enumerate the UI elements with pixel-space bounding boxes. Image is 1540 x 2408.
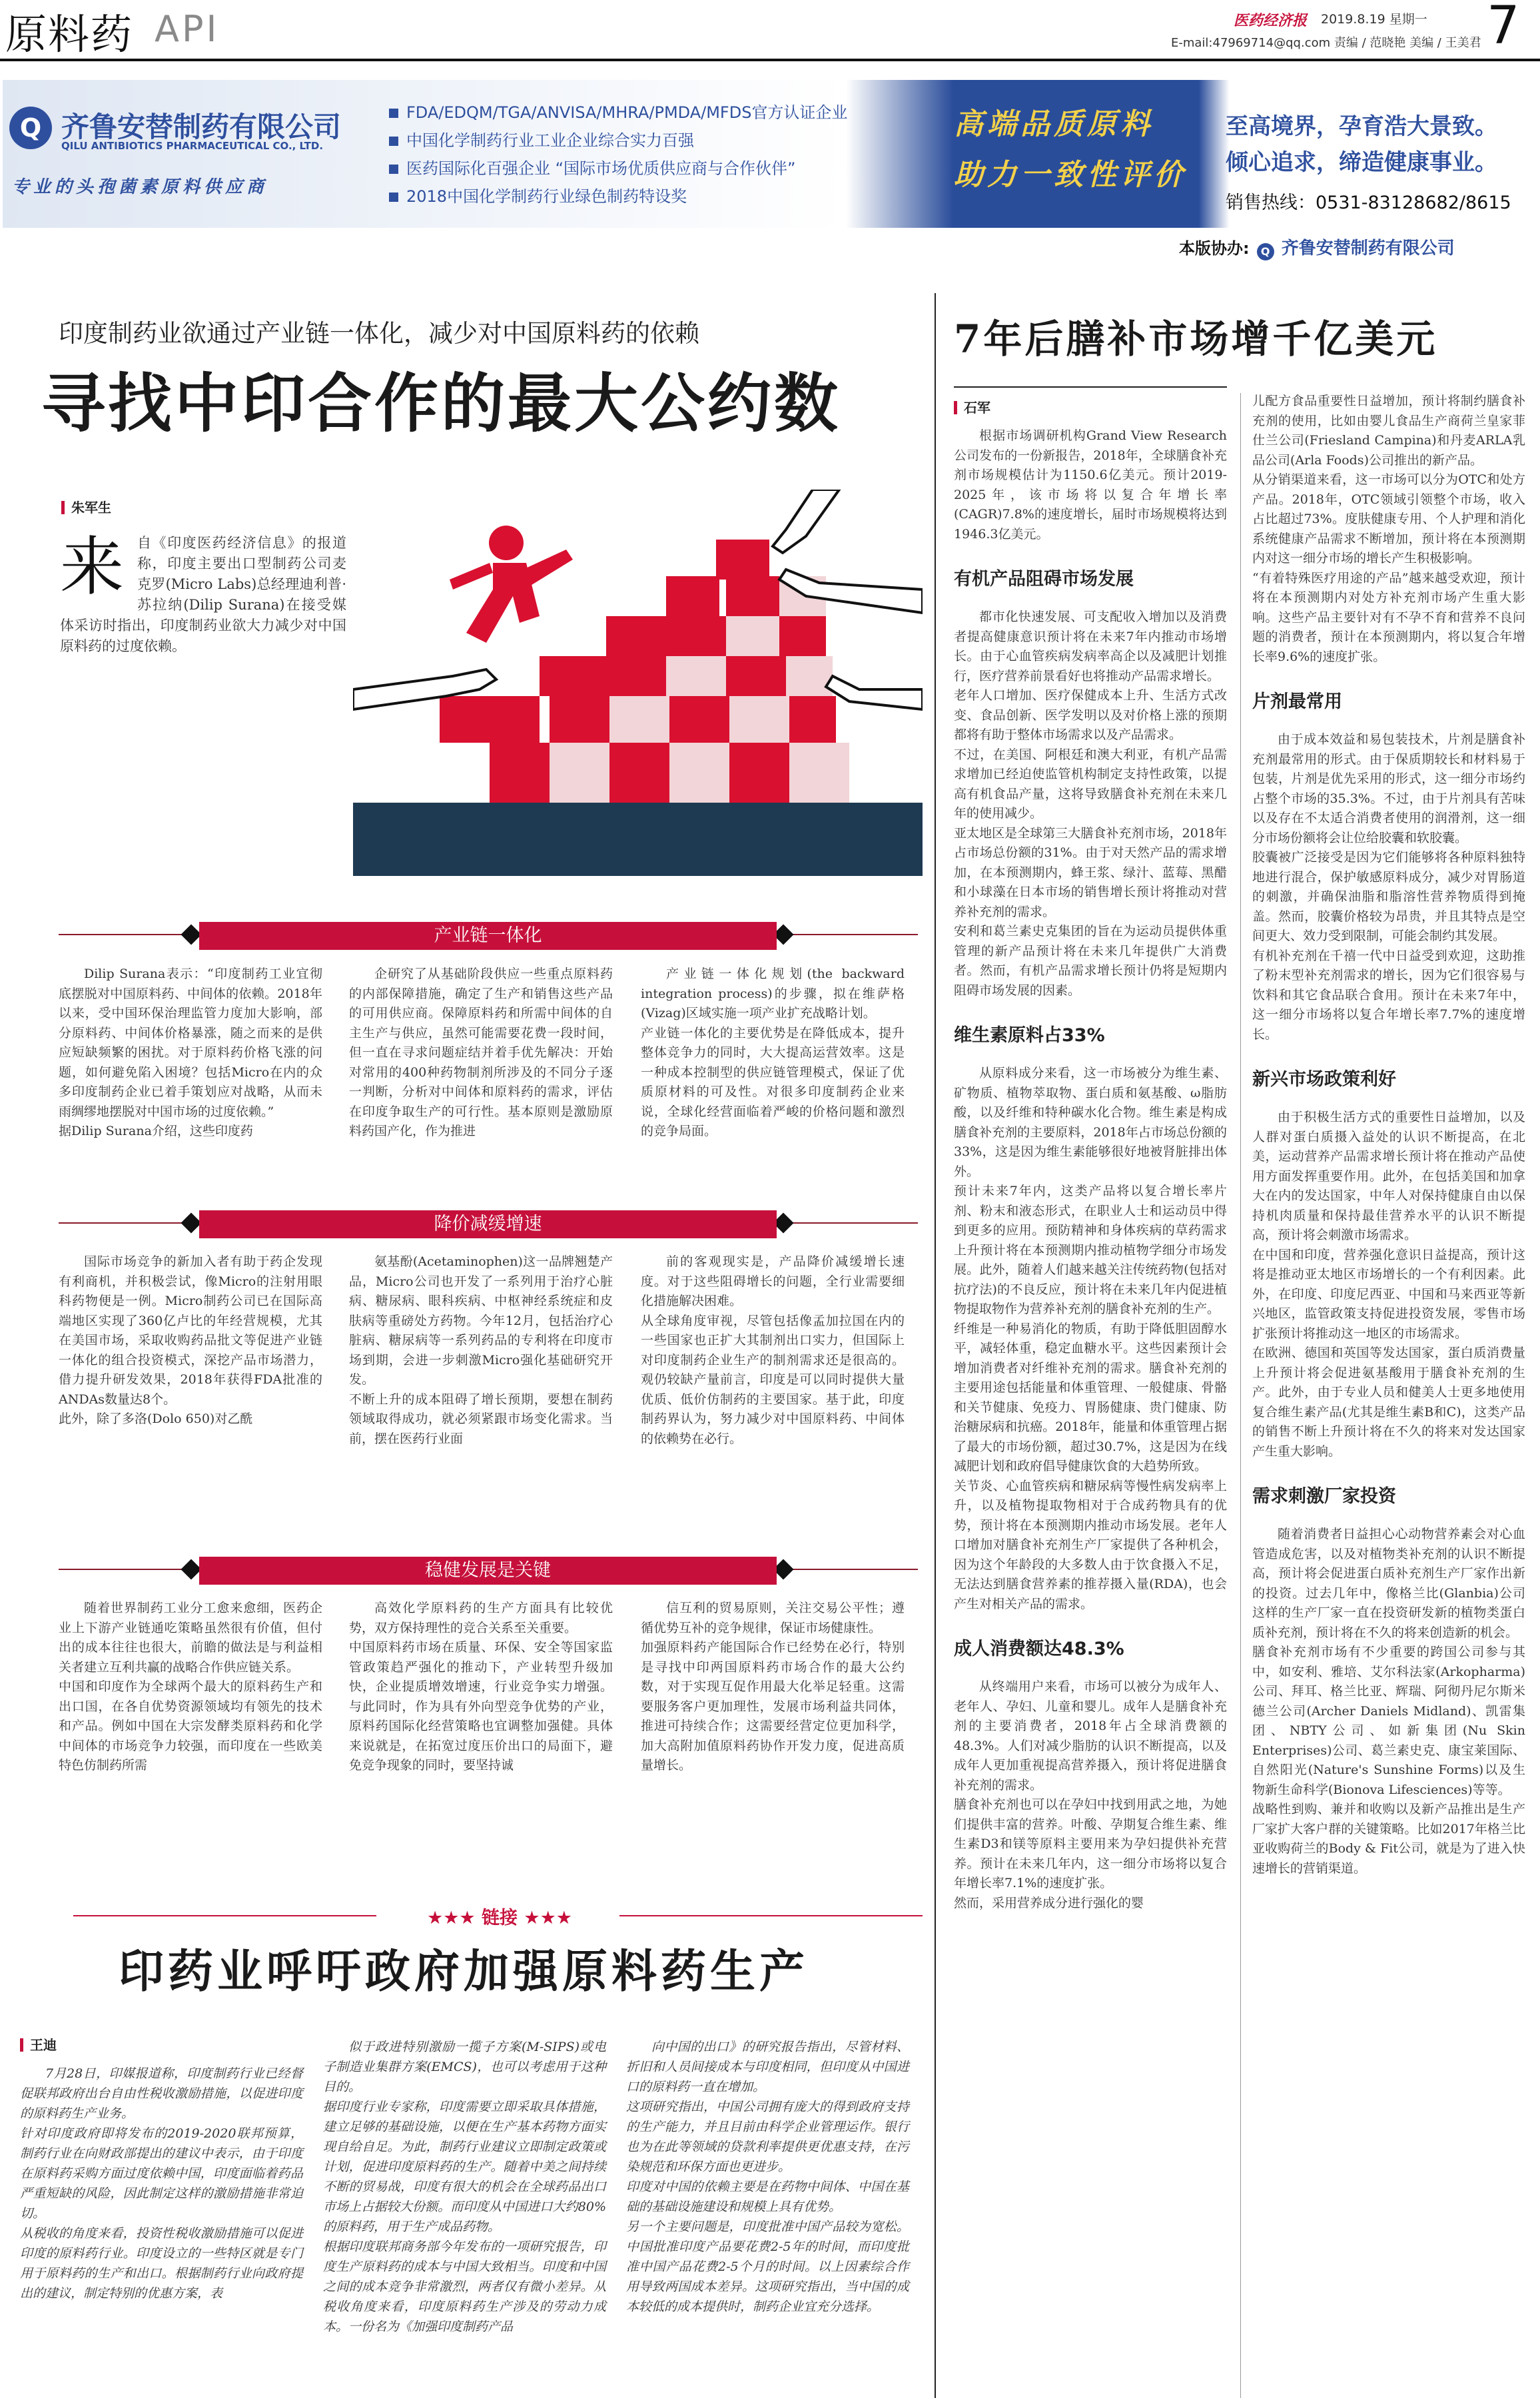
right-body-3: 从终端用户来看，市场可以被分为成年人、老年人、孕妇、儿童和婴儿。成年人是膳食补充剂的主要消费者，2018年占全球消费额的48.3%。人们对减少脂肪的认识不断提高，以及成年人更加重视提高营养摄入，预计将促进膳食补充剂的需求。 膳食补充剂也可以在孕妇中找到用武之地，为她们提供丰富的营养。叶酸、孕期复合维生素、维生素D3和镁等原料主要用来为孕妇提供补充营养。预计在未来几年内，这一细分市场将以复合年增长率7.1%的速度扩张。 然而，采用营养成分进行强化的婴 [954,1679,1227,1910]
company-slogan: 专业的头孢菌素原料供应商 [12,177,268,197]
section-1-col-1: Dilip Surana表示：“印度制药工业宜彻底摆脱对中国原料药、中间体的依赖。2018年以来，受中国环保治理监管力度加大影响，部分原料药、中间体价格暴涨，随之而来的是供应短缺频繁的困扰。对于原料药价格飞涨的问题，如何避免陷入困境？包括Micro在内的众多印度制药企业已着手策划应对战略，从而未雨绸缪地摆脱对中国市场的过度依赖。” 据Dilip Surana介绍，这些印度药 [59,967,322,1138]
main-lead: 自《印度医药经济信息》的报道称，印度主要出口型制药公司麦克罗(Micro Labs)总经理迪利普·苏拉纳(Dilip Surana)在接受媒体采访时指出，印度制药业欲大力减少对中国原料药的过度依赖。 [60,535,346,654]
ad-motto-1: 至高境界，孕育浩大景致。 [1226,113,1497,140]
newspaper-logo: 医药经济报 [1234,12,1308,29]
link-tag: ★★★ 链接 ★★★ [426,1908,573,1928]
ad-banner [3,80,1536,228]
section-title-1: 产业链一体化 [199,922,777,950]
section-title-en: API [155,8,220,50]
main-illustration [353,490,923,876]
right-headline-rule [954,386,1227,388]
link-headline: 印药业呼吁政府加强原料药生产 [119,1945,809,1998]
section-3-col-3: 信互利的贸易原则，关注交易公平性；遵循优势互补的竞争规律，保证市场健康性。 加强原料药产能国际合作已经势在必行，特别是寻找中印两国原料药市场合作的最大公约数，对于实现互促作用最大化举足轻重。这需要服务客户更加理性，发展市场利益共同体，推进可持续合作；这需要经营定位更加科学，加大高附加值原料药协作开发力度，促进高质量增长。 [641,1601,905,1773]
main-author: 朱军生 [61,497,111,516]
section-3-col-1: 随着世界制药工业分工愈来愈细，医药企业上下游产业链通吃策略虽然很有价值，但付出的成本往往也很大，前瞻的做法是与利益相关者建立互利共赢的战略合作供应链关系。 中国和印度作为全球两个最大的原料药生产和出口国，在各自优势资源领域均有领先的技术和产品。例如中国在大宗发酵类原料药和化学中间体的市场竞争力较强，而印度在一些欧美特色仿制药所需 [59,1601,322,1773]
partner-label: 本版协办: [1179,239,1250,258]
editor-credits: E-mail:47969714@qq.com 责编 / 范晓艳 美编 / 王美君 [1171,36,1481,50]
right-headline: 7年后膳补市场增千亿美元 [954,316,1438,362]
section-divider-1 [59,922,918,949]
certification-item: 2018中国化学制药行业绿色制药特设奖 [389,183,935,210]
section-2-col-1: 国际市场竞争的新加入者有助于药企发现有利商机，并积极尝试，像Micro的注射用眼科药物便是一例。Micro制药公司已在国际高端地区实现了360亿卢比的年经营规模，尤其在美国市场，采取收购药品批文等促进产业链一体化的组合投资模式，深挖产品市场潜力，借力提升研发效果，2018年获得FDA批准的ANDAs数量达8个。 此外，除了多洛(Dolo 650)对乙酰 [59,1254,322,1426]
right-col-1 [954,426,1227,1913]
section-3-col-2: 高效化学原料药的生产方面具有比较优势，双方保持理性的竞合关系至关重要。 中国原料药市场在质量、环保、安全等国家监管政策趋严强化的推动下，产业转型升级加快，企业提质增效增速，行业竞争实力增强。与此同时，作为具有外向型竞争优势的产业，原料药国际化经营策略也宜调整加强健。具体来说就是，在拓宽过度压价出口的局面下，避免竞争现象的同时，要坚持诚 [349,1601,613,1773]
company-name-en: QILU ANTIBIOTICS PHARMACEUTICAL CO., LTD. [61,140,324,152]
section-title-2: 降价减缓增速 [199,1210,777,1238]
partner-logo-icon: Q [1257,243,1274,260]
section-2-col-3: 前的客观现实是，产品降价减缓增长速度。对于这些阻碍增长的问题，全行业需要细化措施解决困难。 从全球角度审视，尽管包括像孟加拉国在内的一些国家也正扩大其制剂出口实力，但国际上对印度制药企业生产的制剂需求还是很高的。观仍较缺产量前言，印度是可以同时提供大量优质、低价仿制药的主要国家。基于此，印度制药界认为，努力减少对中国原料药、中间体的依赖势在必行。 [641,1254,905,1446]
link-col-2: 似于政进特别激励一揽子方案(M-SIPS)或电子制造业集群方案(EMCS)，也可以考虑用于这种目的。 据印度行业专家称，印度需要立即采取具体措施，建立足够的基础设施，以便在生产基本药物方面实现自给自足。为此，制药行业建议立即制定政策或计划，促进印度原料药的生产。随着中美之间持续不断的贸易战，印度有很大的机会在全球药品出口市场上占据较大份额。而印度从中国进口大约80%的原料药，用于生产成品药物。 根据印度联邦商务部今年发布的一项研究报告，印度生产原料药的成本与中国大致相当。印度和中国之间的成本竞争非常激烈，两者仅有微小差异。从税收角度来看，印度原料药生产涉及的劳动力成本。一份名为《加强印度制药产品 [323,2040,606,2334]
right-col-2 [1252,392,1525,1878]
link-col-1: 7月28日，印媒报道称，印度制药行业已经督促联邦政府出台自由性税收激励措施，以促进印度的原料药生产业务。 针对印度政府即将发布的2019-2020联邦预算，制药行业在向财政部提出的建议中表示，由于印度在原料药采购方面过度依赖中国，印度面临着药品严重短缺的风险，因此制定这样的激励措施非常迫切。 从税收的角度来看，投资性税收激励措施可以促进印度的原料药行业。印度设立的一些特区就是专门用于原料药的生产和出口。根据制药行业向政府提出的建议，制定特别的优惠方案，表 [20,2066,303,2301]
certification-list [389,99,935,210]
right-body-6: 随着消费者日益担心心动物营养素会对心血管造成危害，以及对植物类补充剂的认识不断提高，预计将会促进蛋白质补充剂生产厂家作出新的投资。过去几年中，像格兰比(Glanbia)公司这样的生产厂家一直在投资研发新的植物类蛋白质补充剂，预计将在不久的将来创造新的机会。 膳食补充剂市场有不少重要的跨国公司参与其中，如安利、雅培、艾尔科法家(Arkopharma)公司、拜耳、格兰比亚、辉瑞、阿彻丹尼尔斯米德兰公司(Archer Daniels Midland)、凯雷集团、NBTY公司、如新集团(Nu Skin Enterprises)公司、葛兰素史克、康宝莱国际、自然阳光(Nature's Sunshine Forms)以及生物新生命科学(Bionova Lifesciences)等等。 战略性到购、兼并和收购以及新产品推出是生产厂家扩大客户群的关键策略。比如2017年格兰比亚收购荷兰的Body & Fit公司，就是为了进入快速增长的营销渠道。 [1252,1527,1525,1876]
issue-date: 2019.8.19 星期一 [1321,12,1427,27]
partner-name: 齐鲁安替制药有限公司 [1281,238,1455,258]
company-name-cn: 齐鲁安替制药有限公司 [61,111,342,143]
section-1-col-2: 企研究了从基础阶段供应一些重点原料药的内部保障措施，确定了生产和销售这些产品的可用供应商。保障原料药和所需中间体的自主生产与供应，虽然可能需要花费一段时间，但一直在寻求问题症结并着手优先解决：开始对常用的400种药物制剂所涉及的不同分子逐一判断，分析对中间体和原料药的需求，评估在印度争取生产的可行性。基本原则是激励原料药国产化，作为推进 [349,967,613,1138]
ad-calligraphy-1: 高端品质原料 [954,107,1154,141]
section-1-col-3: 产业链一体化规划(the backward integration process)的步骤，拟在维萨格(Vizag)区域实施一项产业扩充战略计划。 产业链一体化的主要优势是在降低成本，提升整体竞争力的同时，大大提高运营效率。这是一种成本控制型的供应链管理模式，保证了优质原材料的可及性。对很多印度制药企业来说，全球化经营面临着严峻的价格问题和激烈的竞争局面。 [641,967,905,1138]
section-divider-3 [59,1557,918,1583]
right-subhead-5: 新兴市场政策利好 [1252,1069,1396,1090]
main-dropcap: 来 [60,530,124,604]
main-kicker: 印度制药业欲通过产业链一体化，减少对中国原料药的依赖 [59,319,699,348]
right-body-2: 从原料成分来看，这一市场被分为维生素、矿物质、植物萃取物、蛋白质和氨基酸、ω脂肪酸，以及纤维和特种碳水化合物。维生素是构成膳食补充剂的主要原料，2018年占市场总份额的33%，这是因为维生素能够很好地被肾脏排出体外。 预计未来7年内，这类产品将以复合增长率片剂、粉末和液态形式，在职业人士和运动员中得到更多的应用。预防精神和身体疾病的草药需求上升预计将在本预测期内推动植物学细分市场发展。此外，随着人们越来越关注传统药物(包括对抗疗法)的不良反应，预计将在未来几年内促进植物提取物作为营养补充剂的膳食补充剂的生产。 纤维是一种易消化的物质，有助于降低胆固醇水平，减轻体重，稳定血糖水平。这些因素预计会增加消费者对纤维补充剂的需求。膳食补充剂的主要用途包括能量和体重管理、一般健康、骨骼和关节健康、免疫力、胃肠健康、贵门健康、防治糖尿病和抗癌。2018年，能量和体重管理占据了最大的市场份额，超过30.7%，这是因为在线减肥计划和政府倡导健康饮食的大趋势所致。 关节炎、心血管疾病和糖尿病等慢性病发病率上升，以及植物提取物相对于合成药物具有的优势，预计将在本预测期内推动市场发展。老年人口增加对膳食补充剂生产厂家提供了各种机会，因为这个年龄段的大多数人由于饮食摄入不足，无法达到膳食营养素的推荐摄入量(RDA)，也会产生对相关产品的需求。 [954,1066,1227,1611]
right-subhead-1: 有机产品阻碍市场发展 [954,569,1134,590]
certification-item: 中国化学制药行业工业企业综合实力百强 [389,127,935,155]
right-subhead-6: 需求刺激厂家投资 [1252,1486,1396,1507]
company-logo-icon: Q [9,107,52,149]
link-col-3: 向中国的出口》的研究报告指出，尽管材料、折旧和人员间接成本与印度相同，但印度从中国进口的原料药一直在增加。 这项研究指出，中国公司拥有庞大的得到政府支持的生产能力，并且目前由科学企业管理运作。银行也为在此等领域的贷款利率提供更优惠支持，在污染规范和环保方面也更进步。 印度对中国的依赖主要是在药物中间体、中国在基础的基础设施建设和规模上具有优势。 另一个主要问题是，印度批准中国产品较为宽松。中国批准印度产品要花费2-5年的时间，而印度批准中国产品花费2-5个月的时间。以上因素综合作用导致两国成本差异。这项研究指出，当中国的成本较低的成本提供时，制药企业宜充分选择。 [626,2040,909,2314]
ad-calligraphy-2: 助力一致性评价 [954,158,1187,192]
right-subhead-3: 成人消费额达48.3% [954,1639,1124,1659]
section-title-3: 稳健发展是关键 [199,1557,777,1585]
right-body-5: 由于积极生活方式的重要性日益增加，以及人群对蛋白质摄入益处的认识不断提高，在北美，运动营养产品需求增长预计将在推动产品使用方面发挥重要作用。此外，在包括美国和加拿大在内的发达国家，中年人对保持健康自由以保持机肉质量和保持最佳营养水平的认识不断提高，预计将会刺激市场需求。 在中国和印度，营养强化意识日益提高，预计这将是推动亚太地区市场增长的一个有利因素。此外，在印度、印度尼西亚、中国和马来西亚等新兴地区，监管政策支持促进投资发展，零售市场扩张预计将推动这一地区的市场需求。 在欧洲、德国和英国等发达国家，蛋白质消费量上升预计将会促进氨基酸用于膳食补充剂的生产。此外，由于专业人员和健美人士更多地使用复合维生素产品(尤其是维生素B和C)，这类产品的销售不断上升预计将在不久的将来对发达国家产生重大影响。 [1252,1110,1525,1459]
puzzle-blocks-illustration [353,490,923,876]
right-author: 石军 [954,397,990,416]
right-column-rule [1240,393,1241,2398]
section-2-col-2: 氨基酚(Acetaminophen)这一品牌翘楚产品，Micro公司也开发了一系列用于治疗心脏病、糖尿病、眼科疾病、中枢神经系统症和皮肤病等重磅处方药物。今年12月，包括治疗心脏病、糖尿病等一系列药品的专利将在印度市场到期，会进一步刺激Micro强化基础研究开发。 不断上升的成本阻碍了增长预期，要想在制药领域取得成功，就必须紧跟市场变化需求。当前，摆在医药行业面 [349,1254,613,1446]
right-body-4: 由于成本效益和易包装技术，片剂是膳食补充剂最常用的形式。由于保质期较长和材料易于包装，片剂是优先采用的形式，这一细分市场约占整个市场的35.3%。不过，由于片剂具有苦味以及存在不太适合消费者使用的润滑剂，这一细分市场份额将会让位给胶囊和软胶囊。 胶囊被广泛接受是因为它们能够将各种原料独特地进行混合，保护敏感原料成分，减少对胃肠道的刺激，并确保油脂和脂溶性营养物质得到掩盖。然而，胶囊价格较为昂贵，并且其特点是空间更大、效力受到限制，可能会制约其发展。 有机补充剂在千禧一代中日益受到欢迎，这助推了粉末型补充剂需求的增长，因为它们很容易与饮料和其它食品联合食用。预计在未来7年中，这一细分市场将以复合年增长率7.7%的速度增长。 [1252,732,1525,1042]
section-divider-2 [59,1210,918,1237]
partner-line [1179,234,1539,261]
main-headline: 寻找中印合作的最大公约数 [41,366,841,441]
right-subhead-4: 片剂最常用 [1252,691,1342,712]
page-number: 7 [1487,0,1520,56]
certification-item: FDA/EDQM/TGA/ANVISA/MHRA/PMDA/MFDS官方认证企业 [389,99,935,127]
right-intro: 根据市场调研机构Grand View Research公司发布的一份新报告，2018年，全球膳食补充剂市场规模估计为1150.6亿美元。预计2019-2025年，该市场将以复合年增长率(CAGR)7.8%的速度增长，届时市场规模将达到1946.3亿美元。 [954,428,1227,542]
link-author: 王迪 [20,2034,57,2054]
page-divider [935,293,936,2398]
section-title: 原料药 [5,10,134,59]
ad-motto-2: 倾心追求，缔造健康事业。 [1226,149,1497,176]
masthead [0,0,1540,67]
ad-hotline: 销售热线：0531-83128682/8615 [1226,193,1511,213]
link-divider [73,1902,923,1928]
right-subhead-2: 维生素原料占33% [954,1025,1105,1046]
right-col2-intro: 儿配方食品重要性日益增加，预计将制约膳食补充剂的使用，比如由婴儿食品生产商荷兰皇家菲仕兰公司(Friesland Campina)和丹麦ARLA乳品公司(Arla Foods)公司推出的新产品。 从分销渠道来看，这一市场可以分为OTC和处方产品。2018年，OTC领域引领整个市场，收入占比超过73%。度肤健康专用、个人护理和消化系统健康产品需求不断增加，预计将在本预测期内对这一细分市场的增长产生积极影响。 “有着特殊医疗用途的产品”越来越受欢迎，预计将在本预测期内对处方补充剂市场产生重大影响。这些产品主要针对有不孕不育和营养不良问题的消费者，预计在本预测期内，将以复合年增长率9.6%的速度扩张。 [1252,394,1525,664]
certification-item: 医药国际化百强企业 “国际市场优质供应商与合作伙伴” [389,155,935,183]
right-body-1: 都市化快速发展、可支配收入增加以及消费者提高健康意识预计将在未来7年内推动市场增长。由于心血管疾病发病率高企以及减肥计划推行，医疗营养前景看好也将推动产品需求增长。 老年人口增加、医疗保健成本上升、生活方式改变、食品创新、医学发明以及对价格上涨的预期都将有助于整体市场需求以及产品需求。 不过，在美国、阿根廷和澳大利亚，有机产品需求增加已经迫使监管机构制定支持性政策，以提高有机食品产量，这将导致膳食补充剂在未来几年的使用减少。 亚太地区是全球第三大膳食补充剂市场，2018年占市场总份额的31%。由于对天然产品的需求增加，在本预测期内，蜂王浆、绿汁、蓝莓、黑醋和小球藻在日本市场的销售增长预计将推动对营养补充剂的需求。 安利和葛兰素史克集团的旨在为运动员提供体重管理的新产品预计将在未来几年提供广大消费者。然而，有机产品需求增长预计仍将是短期内阻碍市场发展的因素。 [954,609,1227,998]
masthead-rule [0,59,1540,61]
